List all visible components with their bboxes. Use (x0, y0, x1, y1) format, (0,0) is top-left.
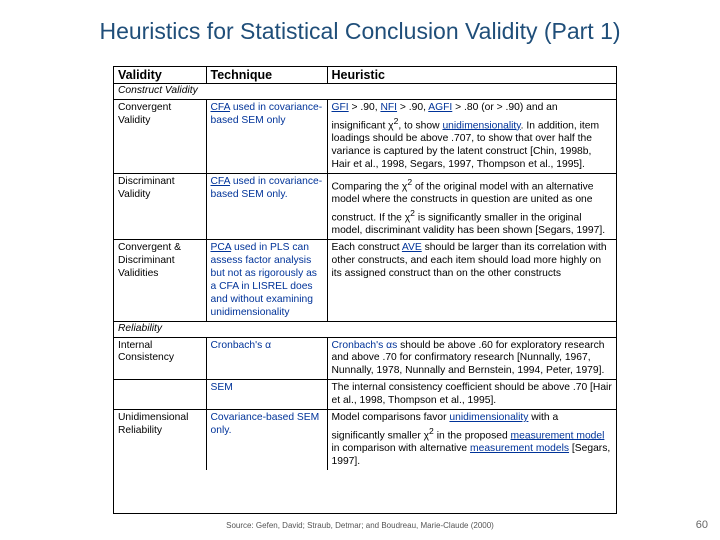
superscript: 2 (393, 115, 399, 126)
heuristic-text: in the proposed (433, 430, 511, 442)
heuristic-discriminant (327, 173, 616, 239)
source-citation: Source: Gefen, David; Straub, Detmar; and Boudreau, Marie-Claude (2000) (226, 521, 494, 530)
table-row (114, 410, 616, 471)
heuristic-internal (327, 337, 616, 380)
heuristic-text: is significantly smaller in the original model, discriminant validity has been shown [Segars, 1997]. (331, 212, 606, 237)
technique-convergent (206, 99, 327, 173)
heuristic-sem: The internal consistency coefficient should be above .70 [Hair et al., 1998, Thompson et al., 1995]. (327, 380, 616, 410)
heuristic-text: > .80 (or > .90) and an insignificant χ (331, 101, 558, 132)
heuristic-text: in comparison with alternative (331, 443, 471, 455)
link-unidimensionality[interactable]: unidimensionality (442, 120, 521, 132)
table-row (114, 380, 616, 410)
table-row (114, 99, 616, 173)
validity-unidim: Unidimensional Reliability (114, 410, 206, 471)
validity-internal: Internal Consistency (114, 337, 206, 380)
technique-conv-disc (206, 240, 327, 321)
superscript: 2 (407, 176, 413, 187)
heuristic-text: should be larger than its correlation with other constructs, and each item should load more highly on its assigned construct than on the other constructs (331, 242, 607, 280)
validity-discriminant: Discriminant Validity (114, 173, 206, 239)
technique-cronbach: Cronbach's α (206, 337, 327, 380)
table-row (114, 173, 616, 239)
table-row (114, 337, 616, 380)
validity-sem (114, 380, 206, 410)
technique-discriminant (206, 173, 327, 239)
heuristic-text: Each construct (331, 242, 402, 254)
heuristic-unidim (327, 410, 616, 471)
technique-sem: SEM (206, 380, 327, 410)
heuristic-term: Cronbach's αs (331, 339, 398, 351)
technique-link-pca[interactable]: PCA (210, 242, 232, 254)
heuristic-conv-disc (327, 240, 616, 321)
table-row (114, 240, 616, 321)
superscript: 2 (410, 208, 415, 218)
heuristic-text: Model comparisons favor (331, 412, 450, 424)
table-header-row (114, 67, 616, 83)
heuristic-text: > .90, (348, 101, 381, 113)
superscript: 2 (429, 426, 434, 437)
header-validity: Validity (114, 67, 206, 83)
link-measurement-model[interactable]: measurement model (510, 430, 605, 442)
heuristic-text: of the original model with an alternative model where the constructs in question are united as one construct. If the χ (331, 181, 594, 224)
page-number: 60 (695, 519, 708, 531)
heuristic-convergent (327, 99, 616, 173)
header-heuristic: Heuristic (331, 68, 385, 82)
section-construct-validity (114, 83, 616, 99)
heuristic-text: . In addition, item loadings should be above .707, to show that over half the variance is captured by the latent construct [Chin, 1998b, Hair et al., 1998, Segars, 1997, Thompson et al., 1995]. (331, 120, 600, 170)
heuristics-table (113, 66, 617, 514)
link-ave[interactable]: AVE (401, 242, 422, 254)
link-unidimensionality[interactable]: unidimensionality (449, 412, 529, 424)
header-technique: Technique (206, 67, 327, 83)
section-label-reliability: Reliability (114, 321, 616, 337)
heuristic-text: with a significantly smaller χ (331, 412, 559, 442)
heuristic-text: Comparing the χ (331, 181, 408, 193)
technique-text: used in covariance-based SEM only. (210, 175, 323, 200)
heuristic-text: [Segars, 1997]. (331, 443, 611, 468)
heuristic-text: > .90, (397, 101, 429, 113)
technique-link-cfa[interactable]: CFA (210, 175, 230, 187)
section-reliability (114, 321, 616, 337)
link-nfi[interactable]: NFI (380, 101, 398, 113)
technique-unidim: Covariance-based SEM only. (206, 410, 327, 471)
heuristic-text: should be above .60 for exploratory research and above .70 for confirmatory research [Nunnally, 1967, Nunnally, 1978, Nunnally and Bernstein, 1994, Peter, 1979]. (331, 339, 605, 377)
link-measurement-models[interactable]: measurement models (470, 443, 570, 455)
technique-text: used in PLS can assess factor analysis but not as rigorously as a CFA in LISREL does and without examining unidimensionality (210, 242, 317, 318)
link-agfi[interactable]: AGFI (428, 101, 453, 113)
technique-link-cfa[interactable]: CFA (210, 101, 230, 113)
link-gfi[interactable]: GFI (331, 101, 349, 113)
section-label-construct: Construct Validity (114, 83, 616, 99)
heuristic-text: , to show (398, 120, 443, 132)
technique-text: used in covariance-based SEM only (210, 101, 323, 126)
validity-convergent: Convergent Validity (114, 99, 206, 173)
slide-title: Heuristics for Statistical Conclusion Validity (Part 1) (99, 18, 621, 44)
validity-conv-disc: Convergent & Discriminant Validities (114, 240, 206, 321)
